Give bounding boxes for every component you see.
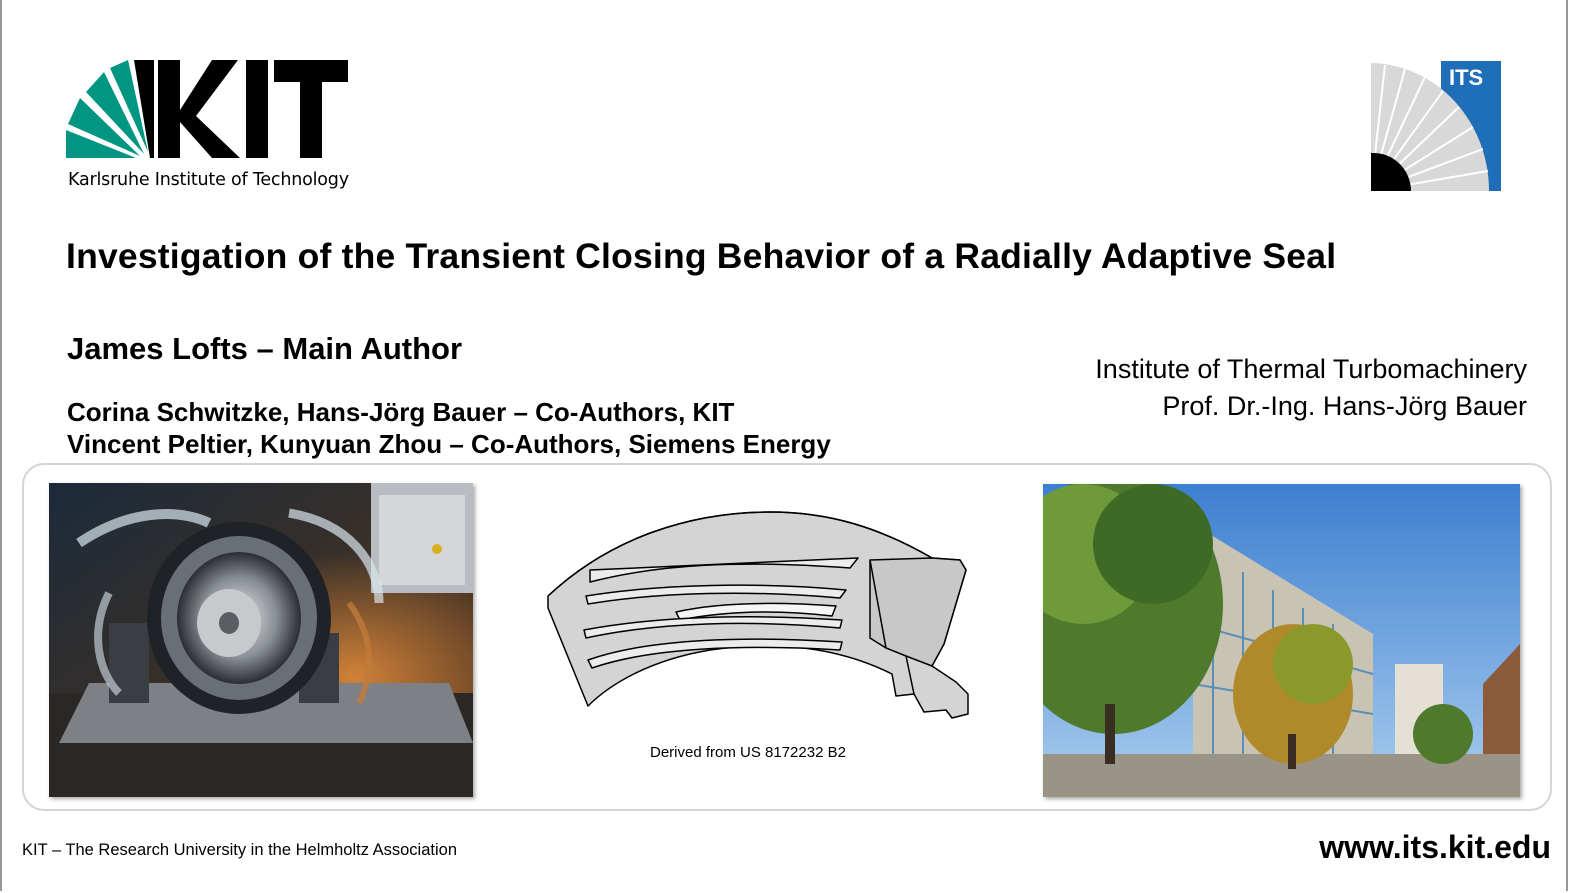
coauthors-line-siemens: Vincent Peltier, Kunyuan Zhou – Co-Authors, Siemens Energy bbox=[67, 429, 831, 459]
kit-fan-icon bbox=[66, 60, 148, 158]
seal-caption: Derived from US 8172232 B2 bbox=[650, 744, 846, 761]
test-rig-photo bbox=[49, 483, 473, 797]
institute-building-photo bbox=[1043, 484, 1520, 797]
coauthors bbox=[67, 396, 831, 460]
coauthors-line-kit: Corina Schwitzke, Hans-Jörg Bauer – Co-Authors, KIT bbox=[67, 397, 735, 427]
its-logo bbox=[1371, 61, 1501, 191]
main-author: James Lofts – Main Author bbox=[67, 331, 463, 366]
institute-block bbox=[1095, 351, 1527, 425]
footer-tagline: KIT – The Research University in the Helmholtz Association bbox=[22, 841, 458, 859]
its-logo-text: ITS bbox=[1449, 65, 1484, 90]
slide-title: Investigation of the Transient Closing Behavior of a Radially Adaptive Seal bbox=[66, 236, 1337, 276]
footer-url-link[interactable]: www.its.kit.edu bbox=[1319, 829, 1551, 865]
institute-name: Institute of Thermal Turbomachinery bbox=[1095, 354, 1527, 384]
kit-logo-subtitle: Karlsruhe Institute of Technology bbox=[68, 170, 349, 190]
institute-head: Prof. Dr.-Ing. Hans-Jörg Bauer bbox=[1162, 391, 1527, 421]
seal-diagram bbox=[540, 498, 980, 733]
